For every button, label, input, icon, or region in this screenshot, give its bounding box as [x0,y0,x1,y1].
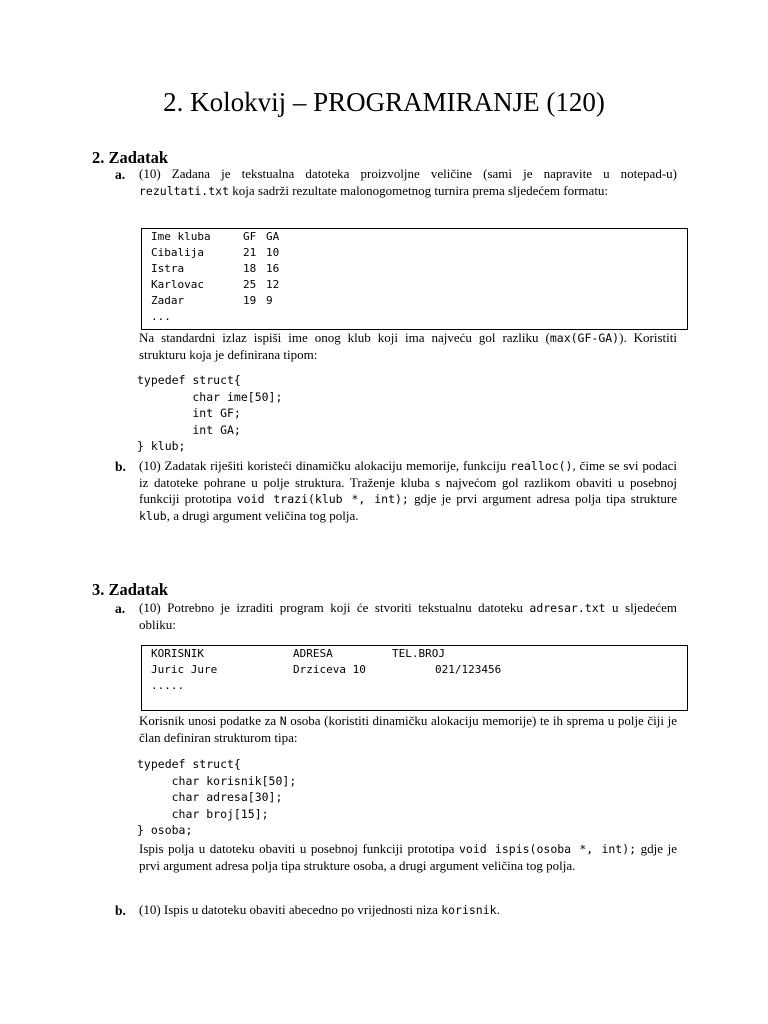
task2a-filename: rezultati.txt [139,183,230,198]
page-title: 2. Kolokvij – PROGRAMIRANJE (120) [163,87,605,117]
task3b-letter: b. [115,903,126,918]
task2b-letter: b. [115,459,126,474]
code-line: int GA; [137,422,241,437]
results-table-box [141,228,688,330]
task3a-output-part: Ispis polja u datoteku obaviti u posebnoj funkciji prototipa [139,841,459,856]
results-cell: Karlovac [151,278,204,291]
task3b-text-part: (10) Ispis u datoteku obaviti abecedno po vrijednosti niza [139,902,442,917]
results-cell: 16 [266,262,280,275]
adresar-table-box [141,645,688,711]
task3a-instruction-part: osoba (koristiti dinamičku alokaciju memorije) te ih sprema u polje čiji je član definiran strukturom tipa: [139,713,677,745]
adresar-header-address: ADRESA [293,647,333,660]
code-line: char ime[50]; [137,389,283,404]
task2b-text-part: gdje je prvi argument adresa polja tipa strukture [408,491,678,506]
task2a-text-part: (10) Zadana je tekstualna datoteka proizvoljne veličine (sami je napravite u notepad-u) [139,166,677,181]
adresar-header-phone: TEL.BROJ [392,647,445,660]
task2b-text-part: (10) Zadatak riješiti koristeći dinamičku alokaciju memorije, funkciju [139,458,511,473]
results-cell: 10 [266,246,280,259]
task3a-text-part: (10) Potrebno je izraditi program koji će stvoriti tekstualnu datoteku [139,600,530,615]
results-cell: 21 [243,246,257,259]
code-line: char broj[15]; [137,806,269,821]
task2a-instruction-part: Na standardni izlaz ispiši ime onog klub koji ima najveću gol razliku ( [139,330,550,345]
task2b-inline-code: klub [139,508,167,523]
task3b-inline-code: korisnik [441,903,497,917]
code-line: char korisnik[50]; [137,773,297,788]
task3a-instruction-part: Korisnik unosi podatke za [139,713,280,728]
task3a-output-text [139,841,677,874]
task2b-text-part: , a drugi argument veličina tog polja. [166,507,359,523]
task3-heading: 3. Zadatak [92,580,169,599]
task2a-letter: a. [115,167,126,182]
task2b-text [139,458,677,524]
results-header-gf: GF [243,230,257,243]
results-table-ellipsis: ... [151,310,171,323]
task2a-instruction [139,330,677,363]
task3a-text-part: u sljedećem obliku: [139,600,677,632]
task2b-inline-code: void trazi(klub *, int); [236,492,409,506]
results-header-club: Ime kluba [151,230,211,243]
klub-struct-code [137,372,282,455]
results-cell: 18 [243,262,257,275]
task2b-inline-code: realloc() [510,459,573,473]
adresar-cell: Juric Jure [151,663,218,676]
code-line: } osoba; [137,823,193,837]
task3a-output-part: gdje je prvi argument adresa polja tipa strukture osoba, a drugi argument veličina tog polja. [139,841,678,873]
task2b-text-part: , čime se svi podaci iz datoteke pohrane u polje struktura. Traženje kluba s najvećom gol razlikom obaviti u posebnoj funkciji prototipa [139,458,677,506]
results-cell: 12 [266,278,280,291]
results-cell: Istra [151,262,185,275]
results-cell: Zadar [151,294,185,307]
results-cell: Cibalija [151,246,204,259]
task3a-instruction [139,713,677,746]
task3b-text [139,902,677,919]
code-line: int GF; [137,406,241,420]
results-cell: 9 [266,294,273,307]
task3a-filename: adresar.txt [529,601,606,615]
code-line: char adresa[30]; [137,790,283,804]
results-cell: 19 [243,294,257,307]
adresar-cell: Drziceva 10 [293,663,366,676]
task3a-inline-code: N [279,714,287,728]
task2a-instruction-part: ). Koristiti strukturu koja je definirana tipom: [139,330,678,362]
task3b-text-part: . [496,902,500,917]
osoba-struct-code [137,756,296,839]
task3a-prototype-code: void ispis(osoba *, int); [458,842,637,856]
task2a-inline-code: max(GF-GA) [549,331,620,345]
code-line: } klub; [137,439,186,453]
task3a-text [139,600,677,633]
task2-heading: 2. Zadatak [92,148,169,167]
task2a-text-part: koja sadrži rezultate malonogometnog turnira prema sljedećem formatu: [229,182,609,198]
adresar-table-ellipsis: ..... [151,679,185,692]
code-line: typedef struct{ [137,757,241,771]
adresar-cell: 021/123456 [435,663,502,676]
results-cell: 25 [243,278,257,291]
adresar-header-user: KORISNIK [151,647,204,660]
results-header-ga: GA [266,230,280,243]
code-line: typedef struct{ [137,373,241,387]
task3a-letter: a. [115,601,126,616]
task2a-text [139,166,677,199]
